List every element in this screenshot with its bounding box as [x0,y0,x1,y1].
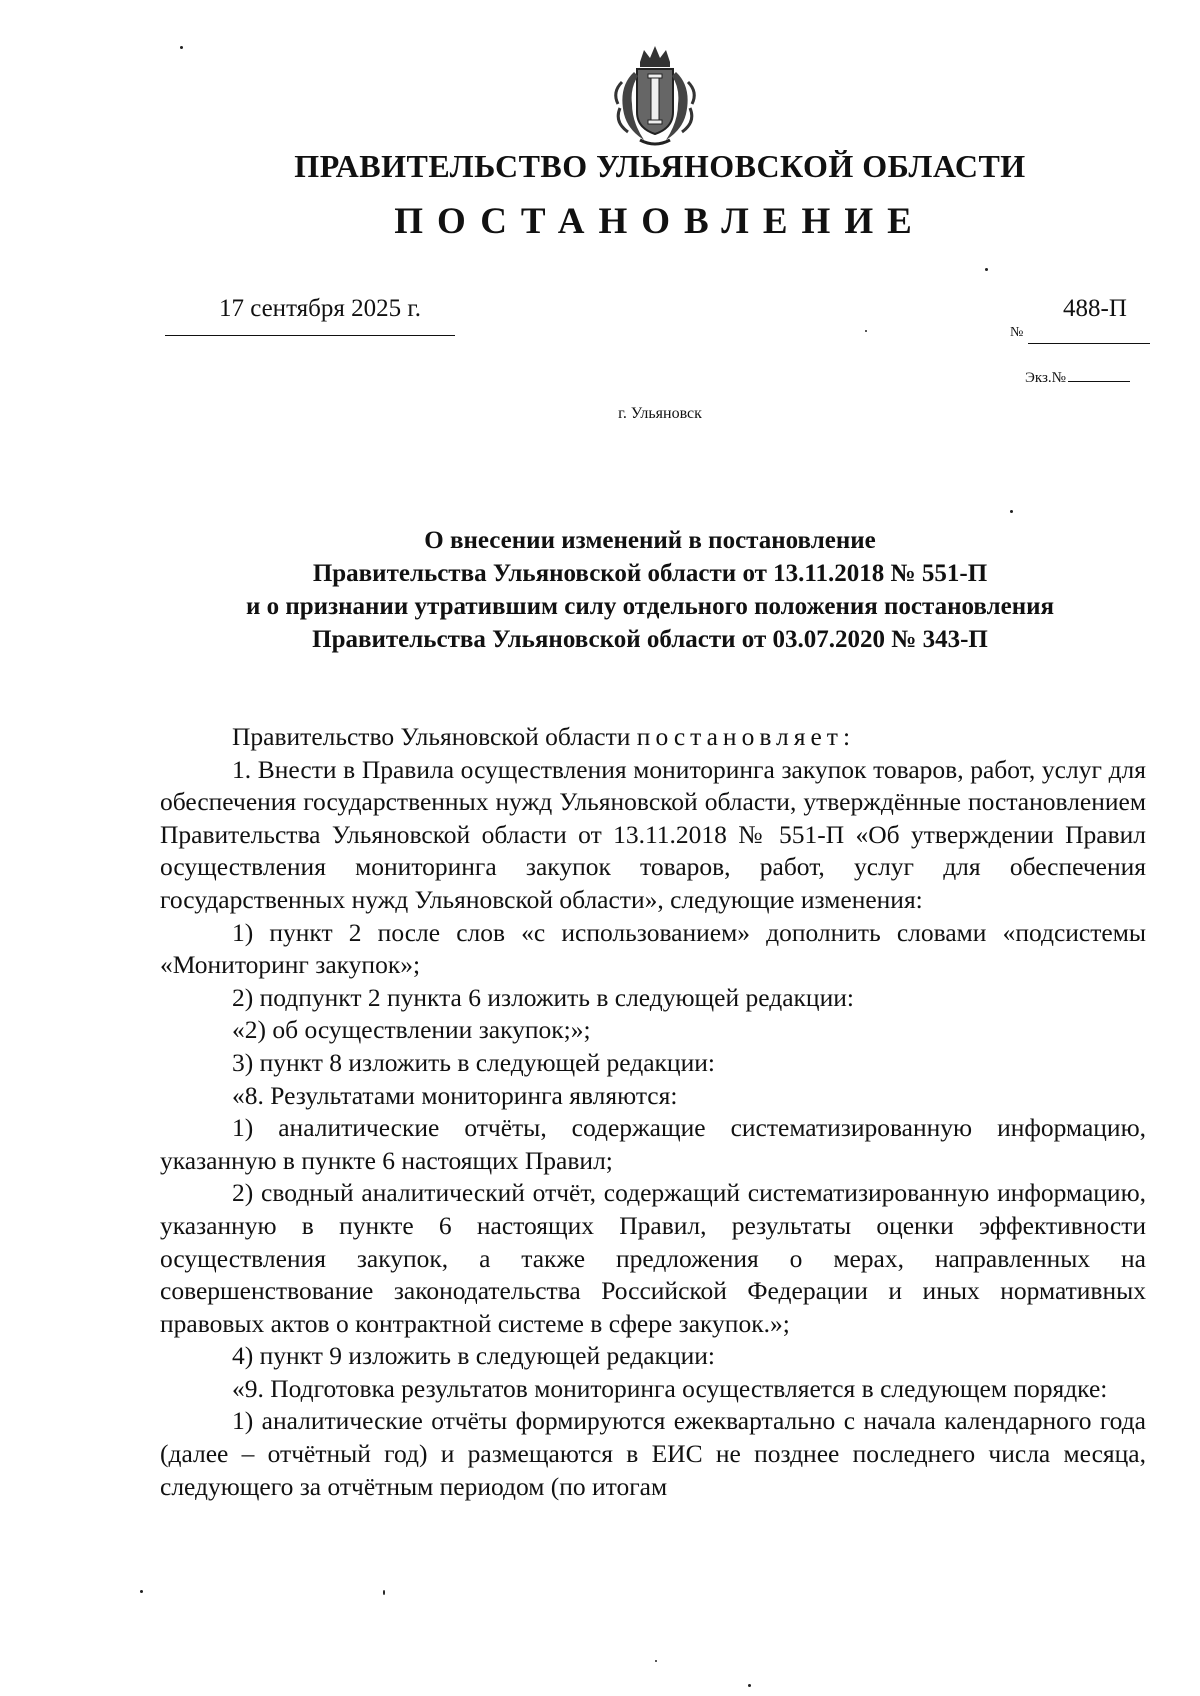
scan-speck [383,1590,385,1595]
government-title: ПРАВИТЕЛЬСТВО УЛЬЯНОВСКОЙ ОБЛАСТИ [294,148,1026,184]
paragraph: 4) пункт 9 изложить в следующей редакции: [232,1341,715,1371]
scan-speck [655,1660,657,1662]
scan-speck [748,1684,751,1687]
scan-speck [180,46,183,49]
scan-speck [1010,510,1013,513]
document-body [160,721,1146,1503]
preamble-colon: : [842,722,851,751]
document-heading [170,524,1130,656]
heading-line: и о признании утратившим силу отдельного положения постановления [245,593,1055,620]
date-block [165,295,455,336]
scan-speck [985,268,988,271]
heading-line: Правительства Ульяновской области от 13.11.2018 № 551-П [312,560,988,587]
heading-line: О внесении изменений в постановление [424,527,876,554]
copy-underline [1068,381,1130,382]
paragraph: 3) пункт 8 изложить в следующей редакции: [232,1047,715,1077]
preamble-verb: постановляет [636,722,843,751]
paragraph: 2) сводный аналитический отчёт, содержащий систематизированную информацию, указанную в пункте 6 настоящих Правил, результаты оценки эффективности осуществления закупок, а также предложения о мерах, направленных на совершенствование законодательства Российской Федерации и иных нормативных правовых актов о контрактной системе в сфере закупок.»; [160,1178,1146,1338]
preamble [160,721,1146,754]
document-type: ПОСТАНОВЛЕНИЕ [394,201,926,242]
paragraph: 2) подпункт 2 пункта 6 изложить в следующей редакции: [232,982,854,1012]
paragraph: 1. Внести в Правила осуществления мониторинга закупок товаров, работ, услуг для обеспечения государственных нужд Ульяновской области, утверждённые постановлением Правительства Ульяновской области от 13.11.2018 № 551-П «Об утверждении Правил осуществления мониторинга закупок товаров, работ, услуг для обеспечения государственных нужд Ульяновской области», следующие изменения: [160,754,1146,914]
document-number: 488-П [1063,295,1127,322]
paragraph: «2) об осуществлении закупок;»; [232,1015,591,1045]
date-underline [165,335,455,336]
paragraph: «9. Подготовка результатов мониторинга осуществляется в следующем порядке: [232,1373,1108,1403]
paragraph: 1) аналитические отчёты формируются ежеквартально с начала календарного года (далее – отчётный год) и размещаются в ЕИС не позднее последнего числа месяца, следующего за отчётным периодом (по итогам [160,1406,1146,1501]
paragraph: «8. Результатами мониторинга являются: [232,1080,678,1110]
number-sign: № [1010,325,1024,340]
paragraph: 1) аналитические отчёты, содержащие систематизированную информацию, указанную в пункте 6 настоящих Правил; [160,1113,1146,1175]
number-underline [1028,343,1150,344]
scan-speck [865,330,867,332]
coat-of-arms-icon [610,42,700,150]
document-date: 17 сентября 2025 г. [218,295,422,322]
copy-label: Экз.№ [1025,370,1066,386]
paragraph: 1) пункт 2 после слов «с использованием» дополнить словами «подсистемы «Мониторинг закупок»; [160,917,1146,980]
scan-speck [140,1590,143,1593]
city: г. Ульяновск [618,405,702,422]
copy-number [1025,370,1155,387]
heading-line: Правительства Ульяновской области от 03.07.2020 № 343-П [312,626,988,653]
preamble-text: Правительство Ульяновской области [232,722,637,751]
